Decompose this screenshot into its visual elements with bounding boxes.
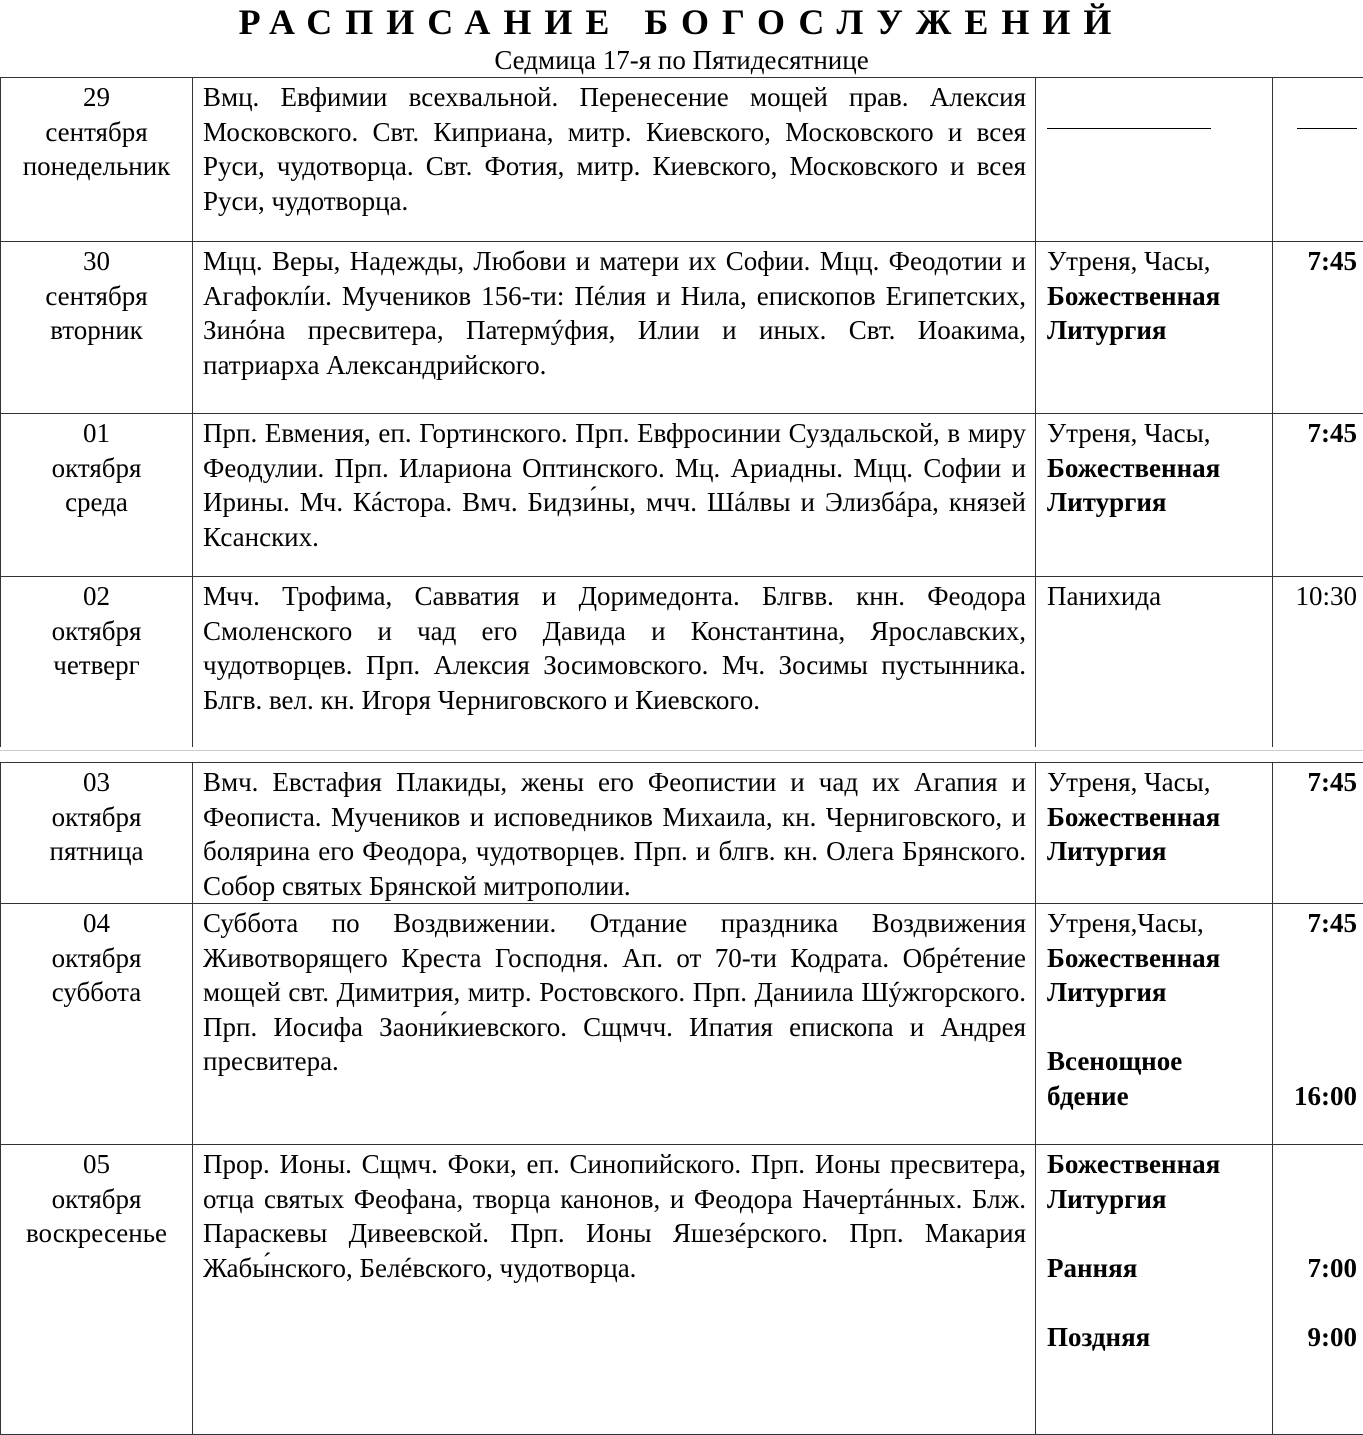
time-cell [1273,904,1363,1145]
service-line: бдение [1047,1079,1268,1114]
table-row [1,78,1363,242]
service-line: Утреня,Часы, [1047,906,1268,941]
day-number: 04 [1,906,192,941]
date-cell [1,577,193,748]
date-cell [1,242,193,414]
no-time-dash [1297,128,1357,129]
day-number: 03 [1,765,192,800]
service-line: Божественная [1047,941,1268,976]
service-cell [1036,1145,1273,1435]
time-cell [1273,1145,1363,1435]
spacer [1277,1010,1357,1045]
month-name: октября [1,941,192,976]
month-name: сентября [1,115,192,150]
day-number: 29 [1,80,192,115]
spacer [1047,1285,1268,1320]
schedule-table-1 [0,77,1363,748]
month-name: октября [1,451,192,486]
service-time: 7:45 [1308,246,1358,276]
month-name: октября [1,1182,192,1217]
weekday-name: четверг [1,648,192,683]
service-cell [1036,904,1273,1145]
date-cell [1,904,193,1145]
day-number: 01 [1,416,192,451]
spacer [1047,1010,1268,1045]
service-line: Утреня, Часы, [1047,244,1268,279]
week-subtitle: Седмица 17-я по Пятидесятнице [0,44,1363,76]
table-row [1,242,1363,414]
commemoration-text: Прор. Ионы. Сщмч. Фоки, еп. Синопийского. Прп. Ионы пресвитера, отца святых Феофана, творца канонов, и Феодора Начертáнных. Блж. Параскевы Дивеевской. Прп. Ионы Яшезéрского. Прп. Макария Жабы́нского, Белéвского, чудотворца. [193,1145,1036,1435]
date-cell [1,414,193,577]
service-line: Божественная [1047,1147,1268,1182]
day-number: 30 [1,244,192,279]
table-row [1,904,1363,1145]
service-time: 16:00 [1277,1079,1357,1114]
month-name: сентября [1,279,192,314]
service-line: Литургия [1047,485,1268,520]
service-line: Утреня, Часы, [1047,416,1268,451]
weekday-name: среда [1,485,192,520]
service-time: 7:45 [1308,418,1358,448]
table-row [1,577,1363,748]
time-cell [1273,763,1363,904]
table-row [1,414,1363,577]
service-time: 7:45 [1308,767,1358,797]
weekday-name: воскресенье [1,1216,192,1251]
service-time: 10:30 [1295,581,1357,611]
schedule-table-2 [0,762,1363,1435]
commemoration-text: Вмц. Евфимии всехвальной. Перенесение мощей прав. Алексия Московского. Свт. Киприана, митр. Киевского, Московского и всея Руси, чудотворца. Свт. Фотия, митр. Киевского, Московского и всея Руси, чудотворца. [193,78,1036,242]
service-cell [1036,763,1273,904]
service-line: Божественная [1047,451,1268,486]
service-cell [1036,242,1273,414]
service-time: 7:00 [1277,1251,1357,1286]
commemoration-text: Суббота по Воздвижении. Отдание праздника Воздвижения Животворящего Креста Господня. Ап. от 70-ти Кодрата. Обрéтение мощей свт. Димитрия, митр. Ростовского. Прп. Даниила Шýжгорского. Прп. Иосифа Заони́киевского. Сщмчч. Ипатия епископа и Андрея пресвитера. [193,904,1036,1145]
day-number: 05 [1,1147,192,1182]
service-line: Литургия [1047,1182,1268,1217]
time-cell [1273,577,1363,748]
spacer [1277,1216,1357,1251]
service-line: Божественная [1047,800,1268,835]
service-line: Утреня, Часы, [1047,765,1268,800]
spacer [1277,1147,1357,1182]
service-line: Литургия [1047,313,1268,348]
date-cell [1,78,193,242]
date-cell [1,763,193,904]
commemoration-text: Вмч. Евстафия Плакиды, жены его Феопистии и чад их Агапия и Феописта. Мучеников и исповедников Михаила, кн. Черниговского, и болярина его Феодора, чудотворцев. Прп. и блгв. кн. Олега Брянского. Собор святых Брянской митрополии. [193,763,1036,904]
service-cell [1036,414,1273,577]
table-row [1,763,1363,904]
page-title: РАСПИСАНИЕ БОГОСЛУЖЕНИЙ [0,2,1363,42]
weekday-name: суббота [1,975,192,1010]
service-cell [1036,577,1273,748]
spacer [1277,1182,1357,1217]
time-cell [1273,78,1363,242]
weekday-name: вторник [1,313,192,348]
weekday-name: понедельник [1,149,192,184]
month-name: октября [1,614,192,649]
service-line: Литургия [1047,834,1268,869]
table-row [1,1145,1363,1435]
spacer [1277,1044,1357,1079]
page-break-gap [0,747,1363,761]
day-number: 02 [1,579,192,614]
weekday-name: пятница [1,834,192,869]
commemoration-text: Прп. Евмения, еп. Гортинского. Прп. Евфросинии Суздальской, в миру Феодулии. Прп. Илариона Оптинского. Мц. Ариадны. Мцц. Софии и Ирины. Мч. Кáстора. Вмч. Бидзи́ны, мчч. Шáлвы и Элизбáра, князей Ксанских. [193,414,1036,577]
spacer [1047,1216,1268,1251]
no-service-dash [1047,128,1211,129]
service-line: Ранняя [1047,1251,1268,1286]
commemoration-text: Мцц. Веры, Надежды, Любови и матери их Софии. Мцц. Феодотии и Агафоклíи. Мучеников 156-ти: Пéлия и Нила, епископов Египетских, Зинóна пресвитера, Патермýфия, Илии и иных. Свт. Иоакима, патриарха Александрийского. [193,242,1036,414]
service-line: Панихида [1047,579,1268,614]
time-cell [1273,414,1363,577]
service-line: Всенощное [1047,1044,1268,1079]
spacer [1277,975,1357,1010]
spacer [1277,1285,1357,1320]
month-name: октября [1,800,192,835]
service-line: Божественная [1047,279,1268,314]
service-time: 7:45 [1277,906,1357,941]
time-cell [1273,242,1363,414]
date-cell [1,1145,193,1435]
commemoration-text: Мчч. Трофима, Савватия и Доримедонта. Блгвв. кнн. Феодора Смоленского и чад его Давида и Константина, Ярославских, чудотворцев. Прп. Алексия Зосимовского. Мч. Зосимы пустынника. Блгв. вел. кн. Игоря Черниговского и Киевского. [193,577,1036,748]
service-time: 9:00 [1277,1320,1357,1355]
service-line: Литургия [1047,975,1268,1010]
service-cell [1036,78,1273,242]
spacer [1277,941,1357,976]
service-line: Поздняя [1047,1320,1268,1355]
